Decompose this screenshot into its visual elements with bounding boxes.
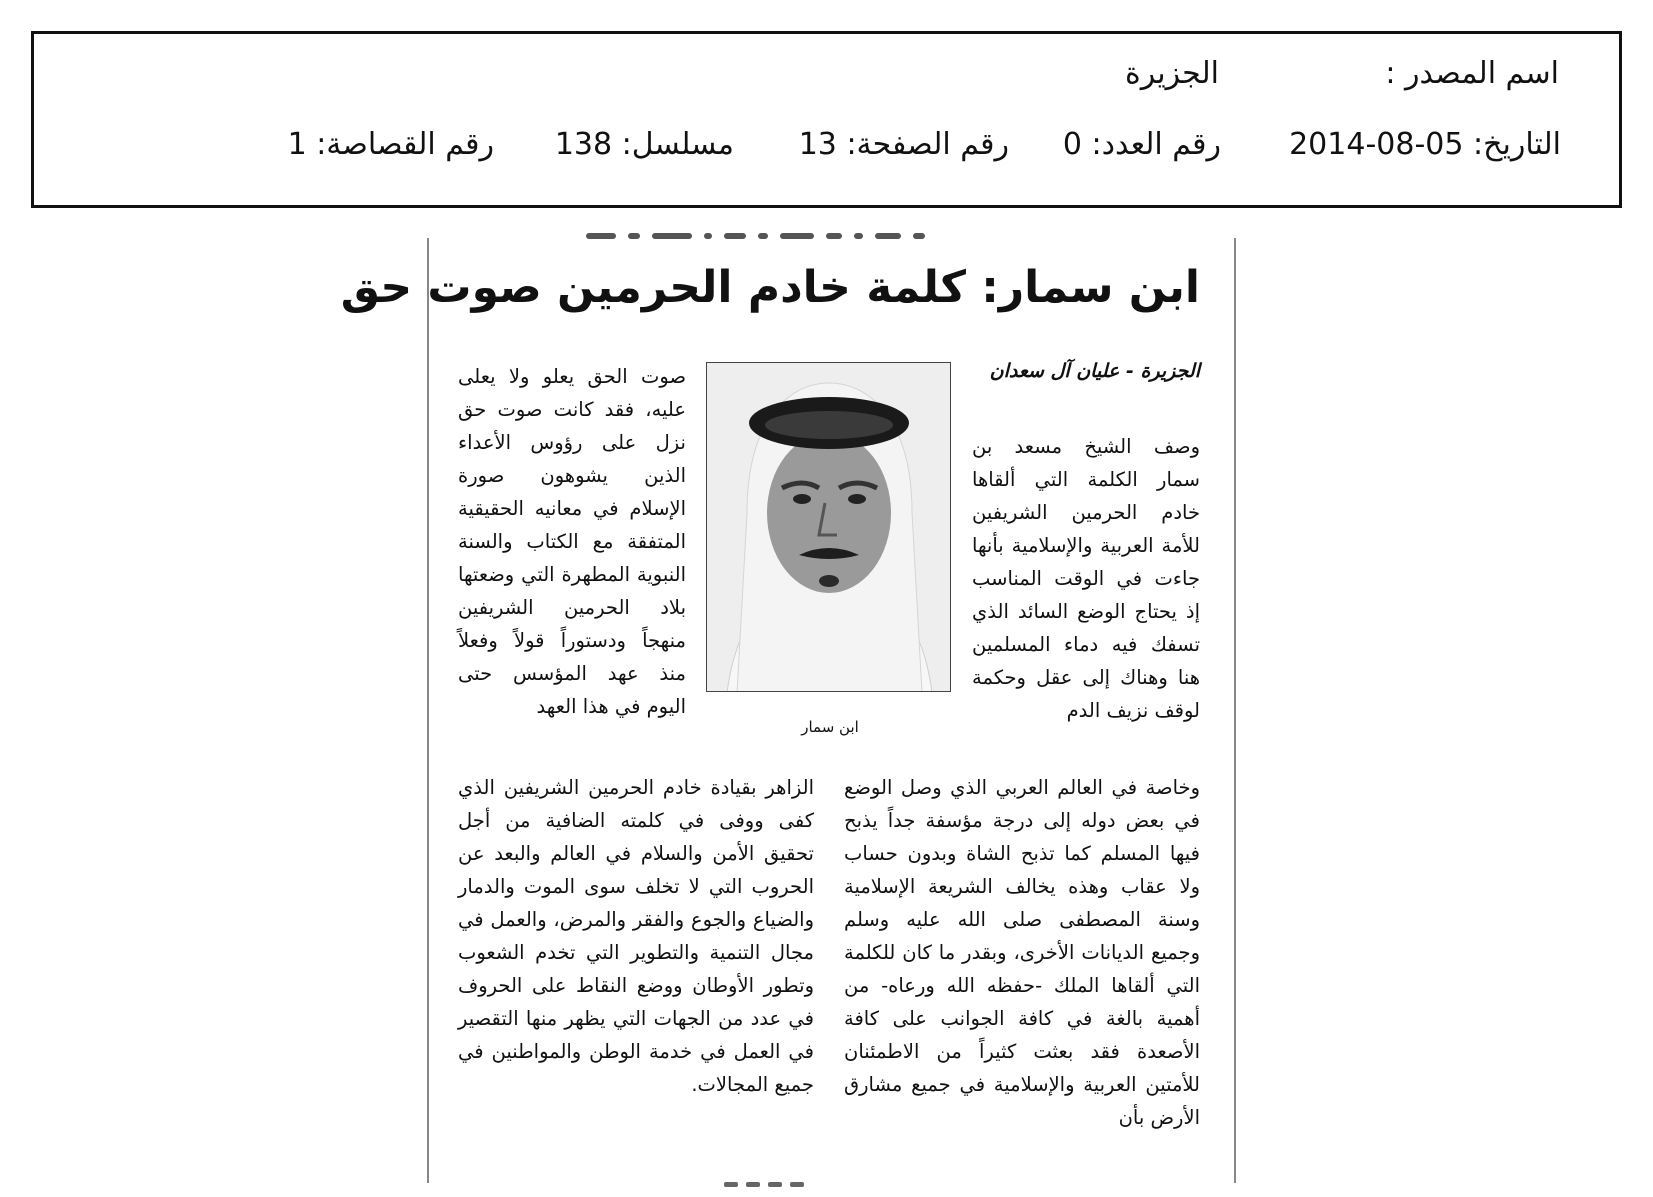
article-column-right (972, 430, 1200, 727)
source-value: الجزيرة (1124, 56, 1219, 91)
serial-field: مسلسل: 138 (554, 127, 734, 162)
clip-number-field: رقم القصاصة: 1 (287, 127, 494, 162)
article-headline: ابن سمار: كلمة خادم الحرمين صوت حق (340, 262, 1200, 313)
source-label: اسم المصدر : (1385, 56, 1559, 91)
paragraph: وخاصة في العالم العربي الذي وصل الوضع في بعض دوله إلى درجة مؤسفة جداً يذبح فيها المسلم كما تذبح الشاة وبدون حساب ولا عقاب وهذه يخالف الشريعة الإسلامية وسنة المصطفى صلى الله عليه وسلم وجميع الديانات الأخرى، وبقدر ما كان للكلمة التي ألقاها الملك -حفظه الله ورعاه- من أهمية بالغة في كافة الجوانب على كافة الأصعدة فقد بعثت كثيراً من الاطمئنان للأمتين العربية والإسلامية في جميع مشارق الأرض بأن (844, 776, 1200, 1129)
article-column-bottom-left (458, 771, 814, 1101)
page-number-field: رقم الصفحة: 13 (798, 127, 1009, 162)
clipping-info-header (31, 31, 1622, 208)
clip-border-right (1234, 238, 1236, 1183)
paragraph: وصف الشيخ مسعد بن سمار الكلمة التي ألقاها خادم الحرمين الشريفين للأمة العربية والإسلامية بأنها جاءت في الوقت المناسب إذ يحتاج الوضع السائد الذي تسفك فيه دماء المسلمين هنا وهناك إلى عقل وحكمة لوقف نزيف الدم (972, 435, 1200, 722)
paragraph: صوت الحق يعلو ولا يعلى عليه، فقد كانت صوت حق نزل على رؤوس الأعداء الذين يشوهون صورة الإسلام في معانيه الحقيقية المتفقة مع الكتاب والسنة النبوية المطهرة التي وضعتها بلاد الحرمين الشريفين منهجاً ودستوراً قولاً وفعلاً منذ عهد المؤسس حتى اليوم في هذا العهد (458, 365, 686, 718)
article-column-bottom-right (844, 771, 1200, 1134)
date-field: التاريخ: 05-08-2014 (1289, 127, 1561, 162)
issue-number-field: رقم العدد: 0 (1062, 127, 1221, 162)
article-column-left (458, 360, 686, 723)
article-byline: الجزيرة - عليان آل سعدان (989, 360, 1200, 382)
clip-border-left (427, 238, 429, 1183)
portrait-figure (707, 363, 951, 692)
photo-caption: ابن سمار (801, 718, 859, 736)
cut-off-text-top (580, 228, 1100, 240)
cut-off-text-bottom (720, 1172, 840, 1180)
paragraph: الزاهر بقيادة خادم الحرمين الشريفين الذي كفى ووفى في كلمته الضافية من أجل تحقيق الأمن والسلام في العالم والبعد عن الحروب التي لا تخلف سوى الموت والدمار والضياع والجوع والفقر والمرض، والعمل في مجال التنمية والتطوير التي تخدم الشعوب وتطور الأوطان ووضع النقاط على الحروف في عدد من الجهات التي يظهر منها التقصير في العمل في خدمة الوطن والمواطنين في جميع المجالات. (458, 776, 814, 1096)
portrait-photo (706, 362, 951, 692)
